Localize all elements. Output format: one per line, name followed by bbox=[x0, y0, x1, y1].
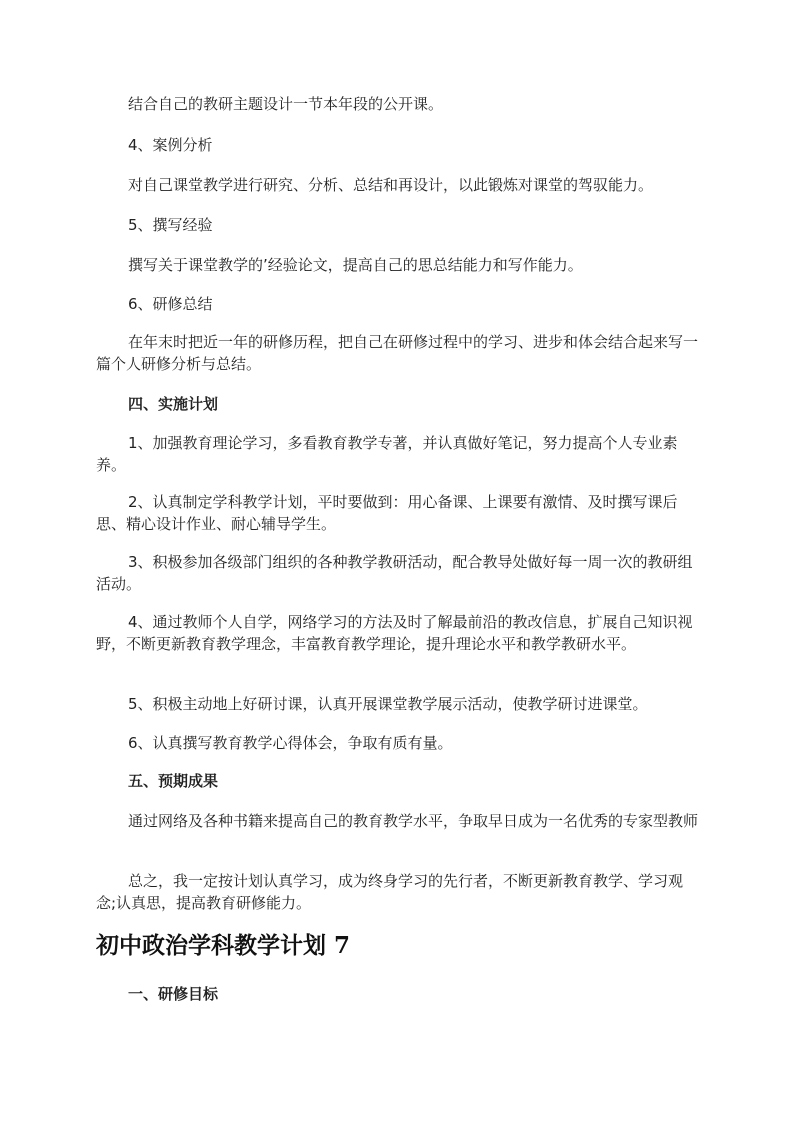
list-item: 3、积极参加各级部门组织的各种教学教研活动，配合教导处做好每一周一次的教研组活动。 bbox=[96, 553, 693, 593]
subheading: 4、案例分析 bbox=[128, 136, 213, 154]
subheading: 5、撰写经验 bbox=[128, 216, 213, 234]
paragraph: 撰写关于课堂教学的’经验论文，提高自己的思总结能力和写作能力。 bbox=[128, 256, 583, 274]
document-title: 初中政治学科教学计划 7 bbox=[96, 932, 351, 959]
paragraph: 对自己课堂教学进行研究、分析、总结和再设计，以此锻炼对课堂的驾驭能力。 bbox=[128, 176, 654, 194]
paragraph: 总之，我一定按计划认真学习，成为终身学习的先行者，不断更新教育教学、学习观念;认真思，提高教育研修能力。 bbox=[96, 872, 684, 912]
paragraph: 结合自己的教研主题设计一节本年段的公开课。 bbox=[128, 95, 444, 113]
list-item: 4、通过教师个人自学，网络学习的方法及时了解最前沿的教改信息，扩展自己知识视野，不断更新教育教学理念，丰富教育教学理论，提升理论水平和教学教研水平。 bbox=[96, 613, 693, 653]
section-heading: 四、实施计划 bbox=[128, 395, 219, 413]
list-item: 1、加强教育理论学习，多看教育教学专著，并认真做好笔记，努力提高个人专业素养。 bbox=[96, 434, 678, 474]
list-item: 5、积极主动地上好研讨课，认真开展课堂教学展示活动，使教学研讨进课堂。 bbox=[128, 695, 648, 713]
paragraph: 在年末时把近一年的研修历程，把自己在研修过程中的学习、进步和体会结合起来写一篇个人研修分析与总结。 bbox=[96, 333, 699, 373]
paragraph: 通过网络及各种书籍来提高自己的教育教学水平，争取早日成为一名优秀的专家型教师 bbox=[128, 812, 699, 830]
list-item: 6、认真撰写教育教学心得体会，争取有质有量。 bbox=[128, 734, 453, 752]
section-heading: 五、预期成果 bbox=[128, 772, 219, 790]
subheading: 6、研修总结 bbox=[128, 295, 213, 313]
section-heading: 一、研修目标 bbox=[128, 985, 219, 1003]
list-item: 2、认真制定学科教学计划，平时要做到：用心备课、上课要有激情、及时撰写课后思、精心设计作业、耐心辅导学生。 bbox=[96, 493, 678, 533]
